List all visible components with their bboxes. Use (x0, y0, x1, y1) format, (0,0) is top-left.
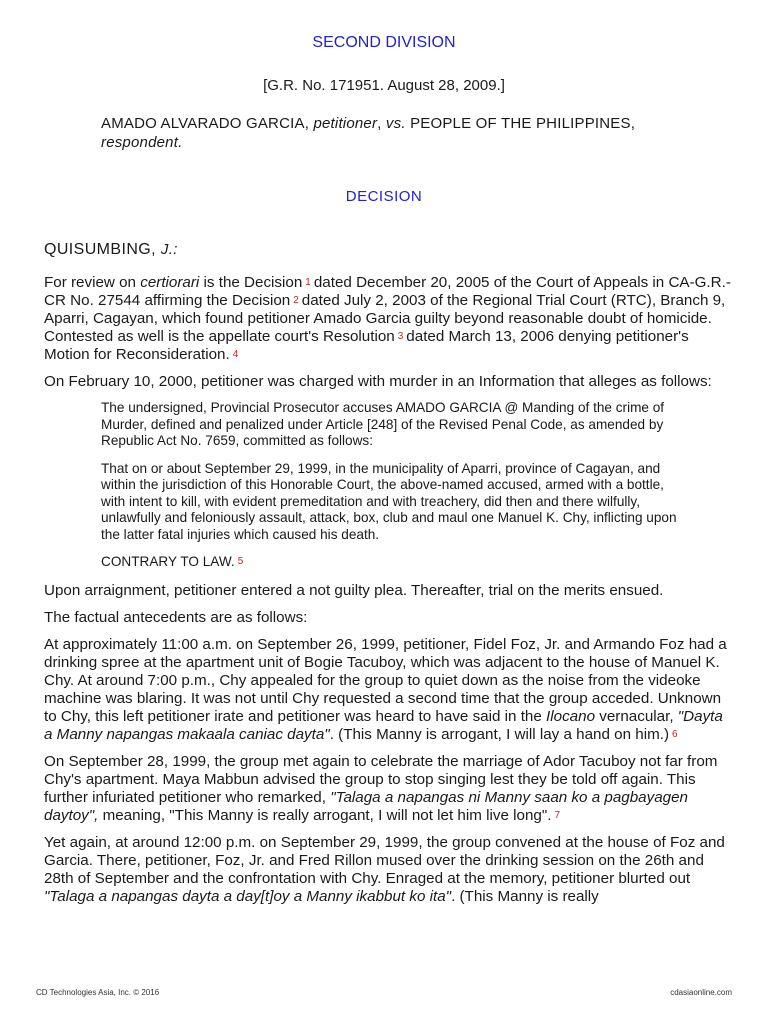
text: dated March 13, 2006 denying petitioner's Motion for Reconsideration. (44, 328, 689, 363)
respondent-role: respondent (101, 134, 179, 151)
paragraph (44, 753, 734, 825)
paragraph (44, 834, 734, 906)
ponente-suffix: J.: (160, 241, 178, 258)
text: . (This Manny is really (451, 887, 599, 905)
decision-body (44, 274, 734, 915)
text: meaning, "This Manny is really arrogant, I will not let him live long". (98, 806, 552, 824)
paragraph (44, 274, 734, 364)
text-italic: certiorari (140, 274, 200, 291)
blockquote: That on or about September 29, 1999, in the municipality of Aparri, province of Cagayan, and within the jurisdiction of this Honorable Court, the above-named accused, armed with a bottle, with intent to kill, with evident premeditation and with treachery, did then and there wilfully, unlawfully and feloniously assault, attack, box, club and maul one Manuel K. Chy, inflicting upon the latter fatal injuries which caused his death. (101, 460, 677, 542)
footnote-link-4[interactable]: 4 (232, 349, 239, 360)
paragraph: On February 10, 2000, petitioner was charged with murder in an Information that alleges as follows: (44, 373, 712, 390)
case-parties: AMADO ALVARADO GARCIA, petitioner, vs. PEOPLE OF THE PHILIPPINES, respondent. (101, 115, 636, 151)
text-italic: Ilocano (546, 707, 596, 725)
footnote-link-5[interactable]: 5 (237, 556, 244, 567)
text: On September 28, 1999, the group met again to celebrate the marriage of Ador Tacuboy not far from Chy's apartment. Maya Mabbun advised the group to stop singing lest they be told off again. This further infuriated petitioner who remarked, (44, 752, 718, 806)
ponente (44, 241, 178, 259)
blockquote (101, 554, 681, 571)
text-italic: "Talaga a napangas dayta a day[t]oy a Manny ikabbut ko ita" (44, 887, 452, 905)
text: . (This Manny is arrogant, I will lay a hand on him.) (329, 725, 670, 743)
text-italic: "Talaga a napangas ni Manny saan ko a pagbayagen daytoy", (44, 788, 688, 824)
footnote-link-2[interactable]: 2 (293, 295, 299, 306)
case-number: [G.R. No. 171951. August 28, 2009.] (263, 77, 505, 94)
footnote-link-6[interactable]: 6 (672, 728, 678, 740)
text: vernacular, (595, 707, 678, 725)
paragraph: The factual antecedents are as follows: (44, 608, 308, 626)
footer-copyright: CD Technologies Asia, Inc. © 2016 (36, 988, 160, 997)
respondent-name: PEOPLE OF THE PHILIPPINES, (410, 115, 636, 132)
versus: vs. (385, 115, 406, 132)
footnote-link-1[interactable]: 1 (305, 277, 311, 288)
footnote-link-7[interactable]: 7 (554, 809, 561, 821)
division-heading: SECOND DIVISION (312, 34, 456, 51)
blockquote: The undersigned, Provincial Prosecutor accuses AMADO GARCIA @ Manding of the crime of Murder, defined and penalized under Article [248] of the Revised Penal Code, as amended by Republic Act No. 7659, committed as follows: (101, 400, 665, 448)
petitioner-name: AMADO ALVARADO GARCIA (101, 115, 305, 132)
text: is the Decision (199, 274, 303, 291)
footer-site: cdasiaonline.com (670, 988, 732, 997)
text: At approximately 11:00 a.m. on September 26, 1999, petitioner, Fidel Foz, Jr. and Armando Foz had a drinking spree at the apartment unit of Bogie Tacuboy, which was adjacent to the house of Manuel K. Chy. At around 7:00 p.m., Chy appealed for the group to quiet down as the noise from the videoke machine was blaring. It was not until Chy requested a second time that the group acceded. Unknown to Chy, this left petitioner irate and petitioner was heard to have said in the (44, 635, 727, 725)
text: For review on (44, 274, 141, 291)
ponente-name: QUISUMBING, (44, 241, 156, 258)
decision-heading: DECISION (345, 188, 423, 205)
footnote-link-3[interactable]: 3 (397, 331, 404, 342)
text: CONTRARY TO LAW. (101, 554, 235, 569)
paragraph (44, 636, 734, 744)
text-italic: "Dayta a Manny napangas makaala caniac dayta" (44, 707, 723, 743)
text: Yet again, at around 12:00 p.m. on September 29, 1999, the group convened at the house of Foz and Garcia. There, petitioner, Foz, Jr. and Fred Rillon mused over the drinking session on the 26th and 28th of September and the confrontation with Chy. Enraged at the memory, petitioner blurted out (44, 833, 725, 887)
paragraph: Upon arraignment, petitioner entered a not guilty plea. Thereafter, trial on the merits ensued. (44, 581, 664, 599)
petitioner-role: petitioner (313, 115, 378, 132)
text: dated July 2, 2003 of the Regional Trial Court (RTC), Branch 9, Aparri, Cagayan, which found petitioner Amado Garcia guilty beyond reasonable doubt of homicide. Contested as well is the appellate court's Resolution (44, 292, 726, 345)
text: dated December 20, 2005 of the Court of Appeals in CA-G.R.-CR No. 27544 affirming the Decision (44, 274, 731, 309)
